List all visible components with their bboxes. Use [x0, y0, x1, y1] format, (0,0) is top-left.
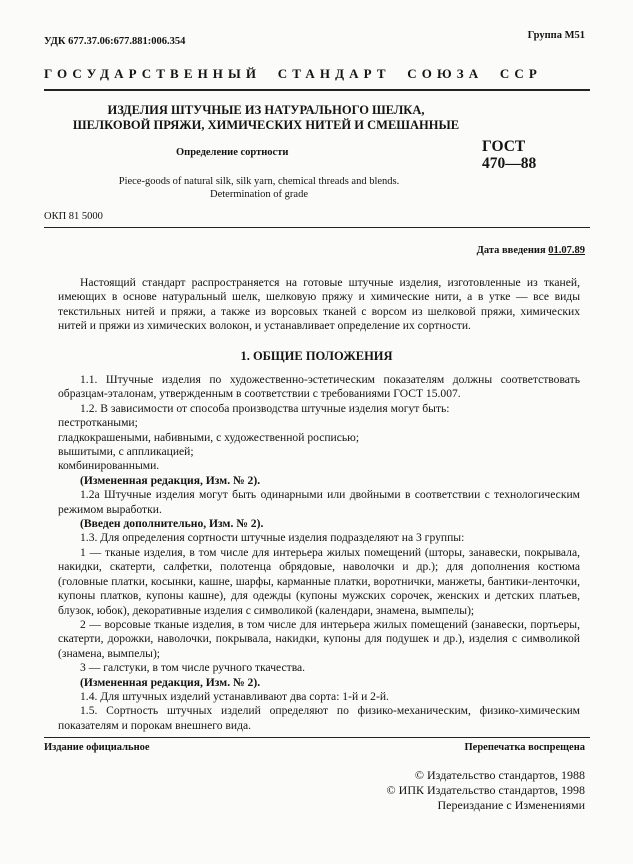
- clause-1-2-item-d: комбинированными.: [58, 459, 160, 473]
- state-standard-heading: ГОСУДАРСТВЕННЫЙ СТАНДАРТ СОЮЗА ССР: [44, 66, 542, 81]
- section-body: [58, 373, 580, 733]
- copyright-block: [387, 768, 585, 813]
- clause-1-3-group-1: 1 — тканые изделия, в том числе для интерьера жилых помещений (шторы, занавески, покрывала, накидки, скатерти, салфетки, полотенца обрядовые, наволочки и др.); для дополнения костюма (головные платки, косынки, кашне, шарфы, карманные платки, воротнички, манжеты, бантики-ленточки, купоны платков, купоны кашне), для одежды (купоны мужских сорочек, женских и детских платьев, блузок, юбок), декоративные изделия с символикой (календари, знамена, вымпелы);: [58, 545, 580, 617]
- section-title: 1. ОБЩИЕ ПОЛОЖЕНИЯ: [240, 349, 393, 363]
- gost-number: 470—88: [482, 155, 537, 172]
- copyright-1998: © ИПК Издательство стандартов, 1998: [386, 783, 585, 797]
- clause-1-3-group-3: 3 — галстуки, в том числе ручного ткачества.: [80, 661, 306, 675]
- title-rule: [44, 227, 590, 228]
- english-title-line-2: Determination of grade: [210, 189, 308, 200]
- reprint-notice: Перепечатка воспрещена: [464, 742, 585, 753]
- english-title: [84, 175, 434, 201]
- title-line-1: ИЗДЕЛИЯ ШТУЧНЫЕ ИЗ НАТУРАЛЬНОГО ШЕЛКА,: [107, 103, 425, 117]
- amendment-note-1: (Измененная редакция, Изм. № 2).: [80, 473, 261, 487]
- udk-code: УДК 677.37.06:677.881:006.354: [44, 36, 186, 47]
- clause-1-2: 1.2. В зависимости от способа производства штучные изделия могут быть:: [80, 401, 450, 415]
- english-title-line-1: Piece-goods of natural silk, silk yarn, chemical threads and blends.: [118, 176, 400, 187]
- clause-1-5: 1.5. Сортность штучных изделий определяют по физико-механическим, физико-химическим показателям и порокам внешнего вида.: [58, 704, 580, 732]
- group-code: Группа М51: [527, 30, 585, 41]
- intro-date-label: Дата введения: [476, 245, 546, 256]
- amendment-note-3: (Измененная редакция, Изм. № 2).: [80, 675, 261, 689]
- official-edition: Издание официальное: [44, 742, 150, 753]
- intro-paragraph: [58, 276, 580, 334]
- title-line-2: ШЕЛКОВОЙ ПРЯЖИ, ХИМИЧЕСКИХ НИТЕЙ И СМЕШАННЫЕ: [72, 118, 460, 132]
- clause-1-2-item-c: вышитыми, с аппликацией;: [58, 445, 194, 459]
- intro-date: [477, 245, 585, 256]
- clause-1-1: 1.1. Штучные изделия по художественно-эстетическим показателям должны соответствовать образцам-эталонам, утвержденным в соответствии с требованиями ГОСТ 15.007.: [58, 373, 580, 401]
- okp-code: ОКП 81 5000: [44, 211, 103, 222]
- gost-label: ГОСТ: [482, 138, 526, 155]
- clause-1-4: 1.4. Для штучных изделий устанавливают два сорта: 1-й и 2-й.: [80, 689, 389, 703]
- footer-rule: [44, 737, 590, 738]
- clause-1-3: 1.3. Для определения сортности штучные изделия подразделяют на 3 группы:: [80, 531, 465, 545]
- intro-date-value: 01.07.89: [548, 245, 585, 256]
- amendment-note-2: (Введен дополнительно, Изм. № 2).: [80, 517, 264, 531]
- gost-designation: [482, 138, 536, 172]
- copyright-1988: © Издательство стандартов, 1988: [414, 768, 585, 782]
- clause-1-2-item-b: гладкокрашеными, набивными, с художественной росписью;: [58, 430, 360, 444]
- clause-1-3-group-2: 2 — ворсовые тканые изделия, в том числе для интерьера жилых помещений (занавески, портьеры, скатерти, дорожки, наволочки, покрывала, накидки, купоны для подушек и др.), изделия с символикой (знамена, вымпелы);: [58, 617, 580, 660]
- reissue-note: Переиздание с Изменениями: [437, 798, 585, 812]
- header-rule: [44, 89, 590, 91]
- document-title: [66, 103, 466, 133]
- intro-text: Настоящий стандарт распространяется на готовые штучные изделия, изготовленные из тканей, имеющих в основе натуральный шелк, шелковую пряжу и химические нити, а в утке — все виды текстильных нитей и пряжи, а также из ворсовых тканей с ворсом из шелковой пряжи, химических нитей и пряжи из химических волокон, и устанавливает определение их сортности.: [58, 276, 580, 333]
- document-subtitle: Определение сортности: [176, 147, 289, 158]
- clause-1-2-item-a: пестроткаными;: [58, 416, 138, 430]
- clause-1-2a: 1.2а Штучные изделия могут быть одинарными или двойными в соответствии с технологическим режимом выработки.: [58, 488, 580, 516]
